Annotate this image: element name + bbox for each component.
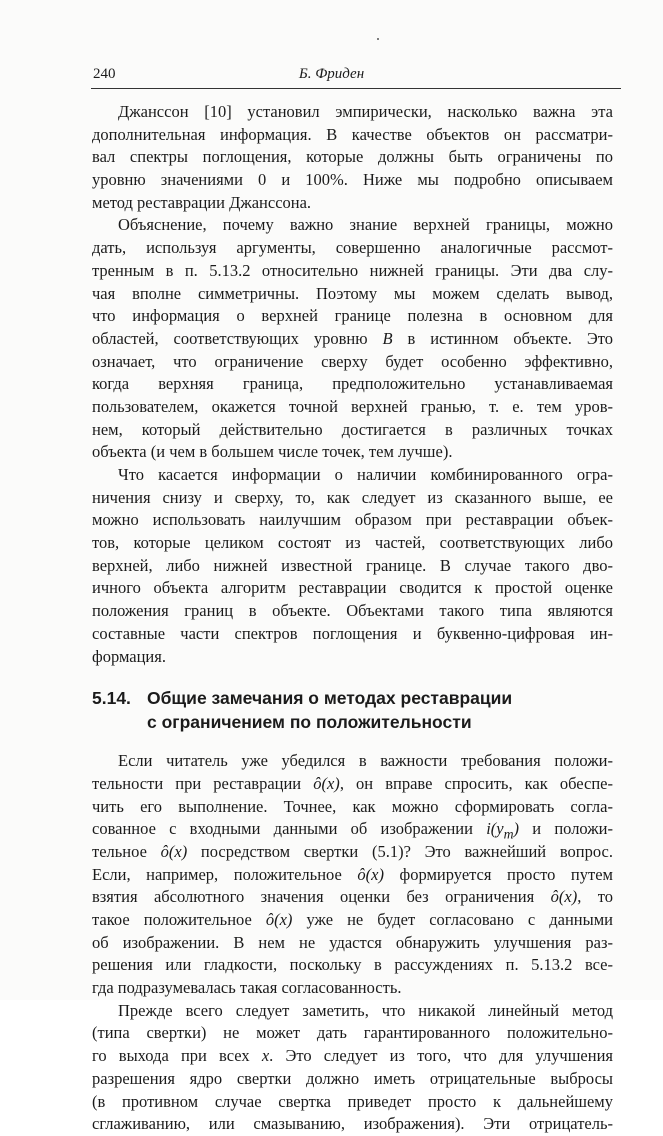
text-segment: такое положительное	[92, 910, 266, 929]
text-segment: формируется просто путем	[383, 864, 613, 884]
text-line	[92, 818, 613, 841]
text-line	[92, 509, 613, 532]
text-segment: Если, например, положительное	[92, 864, 358, 884]
text-line	[92, 260, 613, 283]
text-line	[92, 750, 613, 773]
text-line	[92, 124, 613, 147]
section-heading-line-1	[92, 686, 613, 710]
text-segment: взятия абсолютного значения оценки без ограничения	[92, 887, 551, 907]
text-line	[92, 146, 613, 169]
text-line	[92, 932, 613, 955]
math-symbol: )	[513, 819, 520, 839]
text-segment: Объяснение, почему важно знание верхней границы, можно	[118, 215, 613, 235]
section-title-part-2: с ограничением по положительности	[147, 712, 472, 733]
text-segment: составные части спектров поглощения и буквенно-цифровая ин-	[92, 623, 613, 643]
paragraph-4	[92, 750, 613, 1000]
text-line	[92, 237, 613, 260]
text-segment: Что касается информации о наличии комбинированного огра-	[118, 465, 613, 484]
text-line	[92, 1022, 613, 1045]
text-segment: и положи-	[519, 819, 613, 839]
text-segment: нем, который действительно достигается в различных точках	[92, 419, 613, 439]
text-line	[92, 192, 613, 215]
text-line	[92, 773, 613, 796]
text-line	[92, 396, 613, 419]
paper-speck	[377, 38, 379, 40]
text-segment: положения границ в объекте. Объектами такого типа являются	[92, 601, 613, 621]
text-segment: дополнительная информация. В качестве объектов он рассматри-	[92, 124, 613, 144]
text-segment: , то	[577, 887, 613, 907]
math-symbol: x	[261, 1046, 270, 1066]
text-line	[92, 101, 613, 124]
section-title-part-1: Общие замечания о методах реставрации	[147, 688, 513, 709]
text-segment: чая вполне симметричны. Поэтому мы можем сделать вывод,	[92, 283, 613, 303]
text-line	[92, 623, 613, 646]
section-heading	[92, 686, 613, 734]
text-line	[92, 441, 613, 464]
text-segment: Если читатель уже убедился в важности требования положи-	[118, 751, 613, 771]
page-number: 240	[93, 66, 116, 82]
text-line	[92, 1000, 613, 1023]
text-segment: ичного объекта алгоритм реставрации сводится к простой оценке	[92, 578, 613, 598]
text-segment: решения или гладкости, поскольку в рассуждениях п. 5.13.2 все-	[92, 955, 613, 975]
text-line	[92, 841, 613, 864]
text-segment: (типа свертки) не может дать гарантированного положительно-	[92, 1023, 613, 1043]
text-line	[92, 796, 613, 819]
math-symbol: i(y	[486, 819, 504, 839]
text-segment: гда подразумевалась такая согласованность.	[92, 978, 402, 998]
text-segment: го выхода при всех	[92, 1046, 262, 1066]
text-line	[92, 977, 613, 1000]
math-symbol: ô(x)	[550, 887, 578, 907]
text-segment: когда верхняя граница, предположительно устанавливаемая	[92, 374, 613, 394]
paragraph-3	[92, 464, 613, 668]
text-segment: Джанссон [10] установил эмпирически, насколько важна эта	[118, 102, 613, 121]
section-heading-line-2	[92, 710, 613, 734]
text-line	[92, 1091, 613, 1114]
text-segment: . Это следует из того, что для улучшения	[269, 1046, 613, 1066]
page-body	[92, 101, 613, 1136]
text-segment: метод реставрации Джанссона.	[92, 192, 312, 212]
text-segment: посредством свертки (5.1)? Это важнейший вопрос.	[187, 841, 613, 861]
text-segment: дать, используя аргументы, совершенно аналогичные рассмот-	[92, 238, 613, 258]
text-segment: областей, соответствующих уровню	[92, 328, 383, 348]
text-segment: тренным в п. 5.13.2 относительно нижней границы. Эти два слу-	[92, 260, 613, 280]
text-segment: тов, которые целиком состоят из частей, соответствующих либо	[92, 533, 613, 553]
text-segment: тельности при реставрации	[92, 773, 314, 793]
text-line	[92, 909, 613, 932]
text-segment: означает, что ограничение сверху будет особенно эффективно,	[92, 351, 613, 371]
text-line	[92, 532, 613, 555]
text-line	[92, 954, 613, 977]
running-head: Б. Фриден	[298, 66, 365, 82]
header-rule	[91, 88, 621, 89]
text-segment: верхней, либо нижней известной границе. В случае такого дво-	[92, 555, 613, 575]
text-line	[92, 419, 613, 442]
text-segment: сглаживанию, или смазыванию, изображения). Эти отрицатель-	[92, 1114, 613, 1134]
text-segment: Прежде всего следует заметить, что никакой линейный метод	[118, 1000, 613, 1020]
paragraph-5	[92, 1000, 613, 1136]
text-line	[92, 577, 613, 600]
text-line	[92, 305, 613, 328]
text-line	[92, 555, 613, 578]
text-line	[92, 169, 613, 192]
section-number: 5.14.	[92, 688, 131, 709]
math-symbol: ô(x)	[313, 773, 340, 793]
text-line	[92, 886, 613, 909]
text-segment: ничения снизу и сверху, то, как следует из сказанного выше, ее	[92, 487, 613, 507]
math-symbol: B	[382, 328, 393, 348]
text-segment: , он вправе спросить, как обеспе-	[339, 773, 613, 793]
text-segment: объекта (и чем в большем числе точек, тем лучше).	[92, 442, 453, 462]
paragraph-2	[92, 214, 613, 464]
text-segment: можно использовать наилучшим образом при реставрации объек-	[92, 510, 613, 530]
text-line	[92, 1113, 613, 1136]
text-segment: тельное	[92, 841, 161, 861]
text-line	[92, 646, 613, 669]
page-header	[0, 62, 663, 84]
text-segment: пользователем, окажется точной верхней гранью, т. е. тем уров-	[92, 396, 613, 416]
math-symbol: ô(x)	[265, 910, 293, 929]
text-segment: чить его выполнение. Точнее, как можно сформировать согла-	[92, 796, 613, 816]
text-line	[92, 864, 613, 887]
text-segment: (в противном случае свертка приведет просто к дальнейшему	[92, 1091, 613, 1111]
paragraph-1	[92, 101, 613, 214]
text-line	[92, 214, 613, 237]
text-segment: в истинном объекте. Это	[392, 328, 613, 348]
math-subscript: m	[503, 826, 514, 842]
text-line	[92, 1045, 613, 1068]
text-line	[92, 373, 613, 396]
text-segment: уже не будет согласовано с данными	[292, 910, 613, 929]
text-segment: разрешения ядро свертки должно иметь отрицательные выбросы	[92, 1068, 613, 1088]
text-segment: формация.	[92, 646, 166, 666]
text-line	[92, 351, 613, 374]
math-symbol: ô(x)	[357, 864, 384, 884]
text-line	[92, 328, 613, 351]
math-symbol: ô(x)	[160, 841, 188, 861]
text-segment: вал спектры поглощения, которые должны быть ограничены по	[92, 147, 613, 167]
text-segment: уровню значениями 0 и 100%. Ниже мы подробно описываем	[92, 170, 613, 190]
text-line	[92, 600, 613, 623]
text-segment: что информация о верхней границе полезна в основном для	[92, 306, 613, 326]
text-line	[92, 1068, 613, 1091]
text-segment: об изображении. В нем не удастся обнаружить улучшения раз-	[92, 932, 613, 952]
text-line	[92, 487, 613, 510]
text-line	[92, 464, 613, 487]
text-segment: сованное с входными данными об изображении	[92, 819, 487, 839]
text-line	[92, 283, 613, 306]
